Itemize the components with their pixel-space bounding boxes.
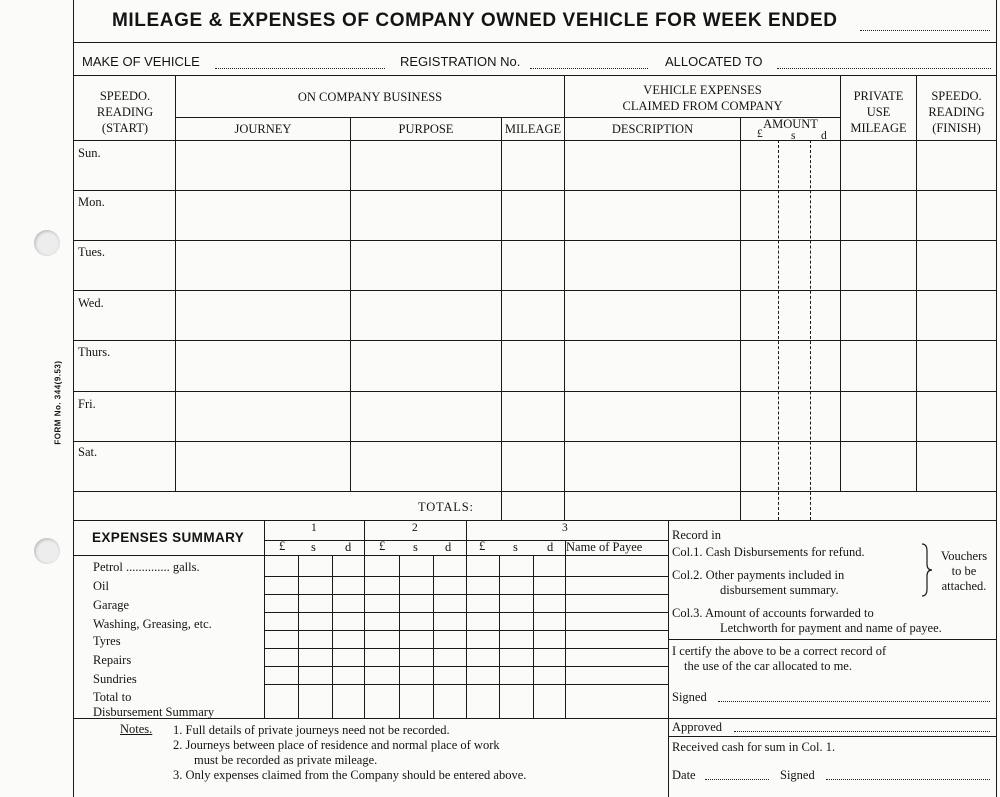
form-number: FORM No. 344(9.53) [53, 360, 63, 445]
approved-label: Approved [672, 720, 722, 734]
journey-header: JOURNEY [234, 122, 292, 136]
amount-shilling: s [791, 130, 796, 142]
amount-pound: £ [757, 128, 763, 140]
allocated-label: ALLOCATED TO [665, 54, 763, 69]
c3-pence: d [547, 540, 554, 554]
private-line1: PRIVATE [853, 89, 904, 103]
summary-sundries: Sundries [93, 672, 137, 686]
punch-hole-bottom [34, 538, 60, 564]
vouchers-line1: Vouchers [940, 549, 988, 563]
summary-col3: 3 [562, 522, 568, 534]
record-col3a: Col.3. Amount of accounts forwarded to [672, 606, 874, 620]
summary-repairs: Repairs [93, 653, 132, 667]
vouchers-line3: attached. [941, 579, 987, 593]
day-sun: Sun. [78, 146, 101, 160]
summary-tyres: Tyres [93, 634, 121, 648]
signed-field[interactable] [718, 701, 990, 702]
vouchers-line2: to be [951, 564, 977, 578]
speedo-start-line2: READING [96, 105, 154, 119]
payee-header: Name of Payee [566, 540, 643, 554]
vehicle-expenses-line1: VEHICLE EXPENSES [643, 83, 762, 97]
note-2b: must be recorded as private mileage. [194, 753, 378, 767]
certify-line1: I certify the above to be a correct record of [672, 644, 887, 658]
private-line3: MILEAGE [850, 121, 907, 135]
summary-col2: 2 [412, 522, 418, 534]
punch-hole-top [34, 230, 60, 256]
signed-label: Signed [672, 690, 707, 704]
record-col1: Col.1. Cash Disbursements for refund. [672, 545, 865, 559]
day-thurs: Thurs. [78, 345, 111, 359]
description-header: DESCRIPTION [611, 122, 694, 136]
day-fri: Fri. [78, 397, 96, 411]
summary-washing: Washing, Greasing, etc. [93, 617, 212, 631]
summary-garage: Garage [93, 598, 130, 612]
c3-shilling: s [513, 540, 518, 554]
speedo-finish-line1: SPEEDO. [931, 89, 982, 103]
day-tues: Tues. [78, 245, 105, 259]
purpose-header: PURPOSE [398, 122, 454, 136]
make-field[interactable] [215, 68, 385, 69]
speedo-finish-line3: (FINISH) [932, 121, 981, 135]
c2-pound: £ [379, 539, 386, 553]
week-ended-field[interactable] [860, 30, 990, 31]
signed2-field[interactable] [826, 779, 990, 780]
speedo-start-line3: (START) [101, 121, 149, 135]
certify-line2: the use of the car allocated to me. [684, 659, 852, 673]
day-sat: Sat. [78, 445, 98, 459]
note-1: 1. Full details of private journeys need not be recorded. [173, 723, 450, 737]
summary-total-line2: Disbursement Summary [93, 705, 215, 719]
private-line2: USE [866, 105, 891, 119]
mileage-header: MILEAGE [504, 122, 562, 136]
day-wed: Wed. [78, 296, 104, 310]
make-label: MAKE OF VEHICLE [82, 54, 200, 69]
c2-shilling: s [413, 540, 418, 554]
summary-petrol: Petrol .............. galls. [93, 560, 200, 574]
registration-label: REGISTRATION No. [400, 54, 521, 69]
summary-heading: EXPENSES SUMMARY [92, 530, 245, 545]
vehicle-expenses-line2: CLAIMED FROM COMPANY [622, 99, 783, 113]
totals-label: TOTALS: [418, 500, 474, 514]
c3-pound: £ [479, 539, 486, 553]
date-label: Date [672, 768, 696, 782]
form-title: MILEAGE & EXPENSES OF COMPANY OWNED VEHICLE FOR WEEK ENDED [112, 10, 838, 31]
signed2-label: Signed [780, 768, 815, 782]
c1-pound: £ [279, 539, 286, 553]
speedo-start-line1: SPEEDO. [99, 89, 151, 103]
summary-col1: 1 [311, 522, 317, 534]
received-label: Received cash for sum in Col. 1. [672, 740, 836, 754]
company-business-header: ON COMPANY BUSINESS [297, 90, 443, 104]
c1-pence: d [345, 540, 352, 554]
speedo-finish-line2: READING [928, 105, 985, 119]
summary-total-line1: Total to [93, 690, 132, 704]
note-3: 3. Only expenses claimed from the Company should be entered above. [173, 768, 527, 782]
amount-header: AMOUNT [763, 117, 818, 131]
record-col2b: disbursement summary. [720, 583, 839, 597]
date-field[interactable] [705, 779, 769, 780]
c2-pence: d [445, 540, 452, 554]
approved-field[interactable] [734, 731, 990, 732]
allocated-field[interactable] [777, 68, 991, 69]
summary-oil: Oil [93, 579, 109, 593]
registration-field[interactable] [530, 68, 648, 69]
record-heading: Record in [672, 528, 721, 542]
c1-shilling: s [311, 540, 316, 554]
notes-heading: Notes. [120, 722, 153, 736]
record-col2a: Col.2. Other payments included in [672, 568, 845, 582]
note-2a: 2. Journeys between place of residence and normal place of work [173, 738, 500, 752]
amount-pence: d [821, 130, 827, 142]
record-col3b: Letchworth for payment and name of payee. [720, 621, 942, 635]
day-mon: Mon. [78, 195, 105, 209]
